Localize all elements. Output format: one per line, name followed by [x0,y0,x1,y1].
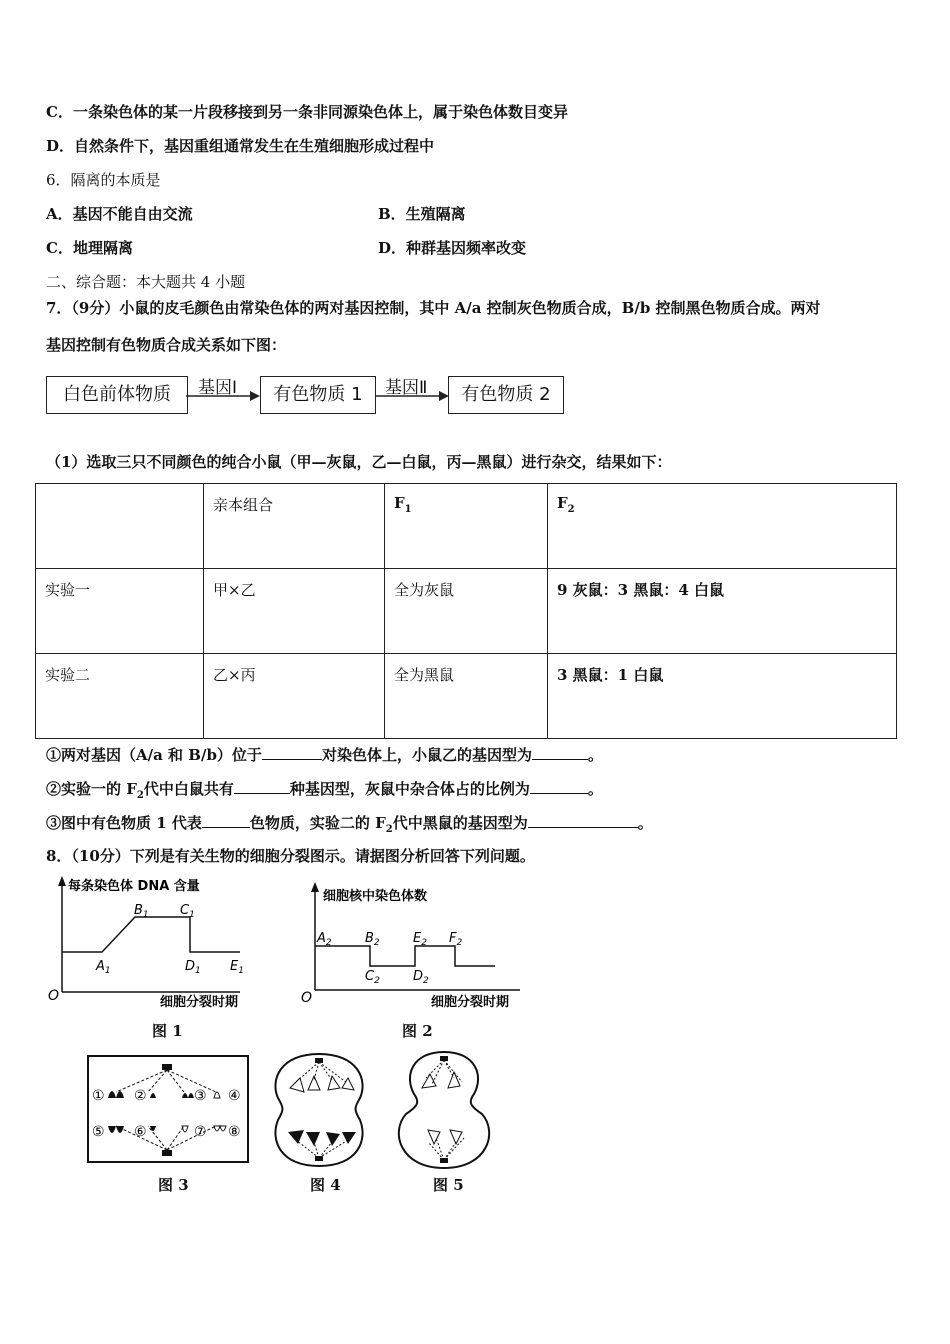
centrosome-icon [162,1150,172,1156]
table-row [36,654,897,739]
centrosome-icon [162,1064,172,1070]
option-a-q6: A．基因不能自由交流 [46,205,193,223]
fig2-point-d: $D_2$ [413,969,429,986]
fig2-xlabel: 细胞分裂时期 [431,995,510,1010]
flow-arrow-1 [186,388,261,404]
flow-box-white-precursor: 白色前体物质 [46,376,188,414]
fig2-point-a: $A_2$ [317,931,332,948]
fig1-ylabel: 每条染色体 DNA 含量 [68,879,200,894]
table-row [36,569,897,654]
table-header-cell: 亲本组合 [204,484,385,569]
table-header-cell [36,484,204,569]
fig2-point-c: $C_2$ [365,969,380,986]
cross-results-table [35,483,897,739]
fig1-point-e: $E_1$ [230,959,244,976]
option-c-q5: C．一条染色体的某一片段移接到另一条非同源染色体上，属于染色体数目变异 [46,103,568,121]
table-cell: 实验二 [36,654,204,739]
figure-1-caption: 图 1 [152,1022,183,1040]
fig1-origin: O [48,988,60,1004]
table-header-row [36,484,897,569]
flow-box-colored-1: 有色物质 1 [260,376,376,414]
figure-3-cell-diagram [86,1054,252,1166]
answer-blank[interactable] [530,778,588,794]
chromosome-label-8: ⑧ [228,1124,241,1140]
figure-2-chromosome-graph [295,880,535,1012]
table-cell: 实验一 [36,569,204,654]
fig1-xlabel: 细胞分裂时期 [160,995,239,1010]
chromosome-label-1: ① [92,1088,105,1104]
table-cell: 全为黑鼠 [385,654,548,739]
chromosome-label-2: ② [134,1088,147,1104]
figure-3-caption: 图 3 [158,1176,189,1194]
fig1-curve [62,917,240,952]
chromosome-icon [108,1091,226,1133]
chromosome-label-3: ③ [194,1088,207,1104]
figure-4-caption: 图 4 [310,1176,341,1194]
chromosome-label-6: ⑥ [134,1124,147,1140]
question-7-item-c: ③图中有色物质 1 代表 色物质，实验二的 $F_2$代中黑鼠的基因型为 。 [46,814,653,835]
table-header-cell: $F_1$ [385,484,548,569]
table-cell: 9 灰鼠：3 黑鼠：4 白鼠 [548,569,897,654]
question-7-item-a: ①两对基因（A/a 和 B/b）位于 对染色体上，小鼠乙的基因型为 。 [46,746,603,764]
flow-label-gene-1: 基因Ⅰ [198,378,238,398]
table-cell: 全为灰鼠 [385,569,548,654]
table-cell: 3 黑鼠：1 白鼠 [548,654,897,739]
figure-2-caption: 图 2 [402,1022,433,1040]
chromosome-label-4: ④ [228,1088,241,1104]
chromosome-icon [288,1130,356,1146]
answer-blank[interactable] [528,812,638,828]
fig1-point-c: $C_1$ [180,903,195,920]
figure-5-cell-diagram [392,1048,496,1172]
answer-blank[interactable] [234,778,290,794]
table-cell: 乙×丙 [204,654,385,739]
flow-label-gene-2: 基因Ⅱ [385,378,428,398]
fig2-origin: O [301,990,313,1006]
answer-blank[interactable] [202,812,250,828]
fig2-point-f: $F_2$ [449,931,463,948]
question-7-item-b: ②实验一的 $F_2$代中白鼠共有 种基因型，灰鼠中杂合体占的比例为 。 [46,780,603,801]
fig2-point-e: $E_2$ [413,931,427,948]
chromosome-label-5: ⑤ [92,1124,105,1140]
option-d-q5: D．自然条件下，基因重组通常发生在生殖细胞形成过程中 [46,137,435,155]
option-d-q6: D．种群基因频率改变 [378,239,527,257]
fig1-point-a: $A_1$ [96,959,111,976]
answer-blank[interactable] [532,744,588,760]
flow-box-colored-2: 有色物质 2 [448,376,564,414]
fig2-ylabel: 细胞核中染色体数 [323,889,428,904]
option-b-q6: B．生殖隔离 [378,205,466,223]
question-7-part-1: （1）选取三只不同颜色的纯合小鼠（甲—灰鼠，乙—白鼠，丙—黑鼠）进行杂交，结果如下： [46,453,672,471]
fig1-point-d: $D_1$ [185,959,201,976]
chromosome-icon [422,1072,462,1144]
fig2-curve [315,946,495,966]
chromosome-label-7: ⑦ [194,1124,207,1140]
table-cell: 甲×乙 [204,569,385,654]
flow-arrow-2 [375,388,450,404]
question-7-stem-1: 7．（9分）小鼠的皮毛颜色由常染色体的两对基因控制，其中 A/a 控制灰色物质合成，B/b 控制黑色物质合成。两对 [46,299,821,317]
question-8-stem: 8．（10分）下列是有关生物的细胞分裂图示。请据图分析回答下列问题。 [46,847,535,865]
option-c-q6: C．地理隔离 [46,239,133,257]
fig1-point-b: $B_1$ [134,903,149,920]
figure-1-dna-graph [40,872,270,1012]
answer-blank[interactable] [262,744,322,760]
question-7-stem-2: 基因控制有色物质合成关系如下图： [46,336,287,354]
fig2-point-b: $B_2$ [365,931,380,948]
question-6-stem: 6．隔离的本质是 [46,171,161,189]
figure-5-caption: 图 5 [433,1176,464,1194]
figure-4-cell-diagram [268,1050,370,1170]
section-heading: 二、综合题：本大题共 4 小题 [46,273,246,291]
table-header-cell: $F_2$ [548,484,897,569]
